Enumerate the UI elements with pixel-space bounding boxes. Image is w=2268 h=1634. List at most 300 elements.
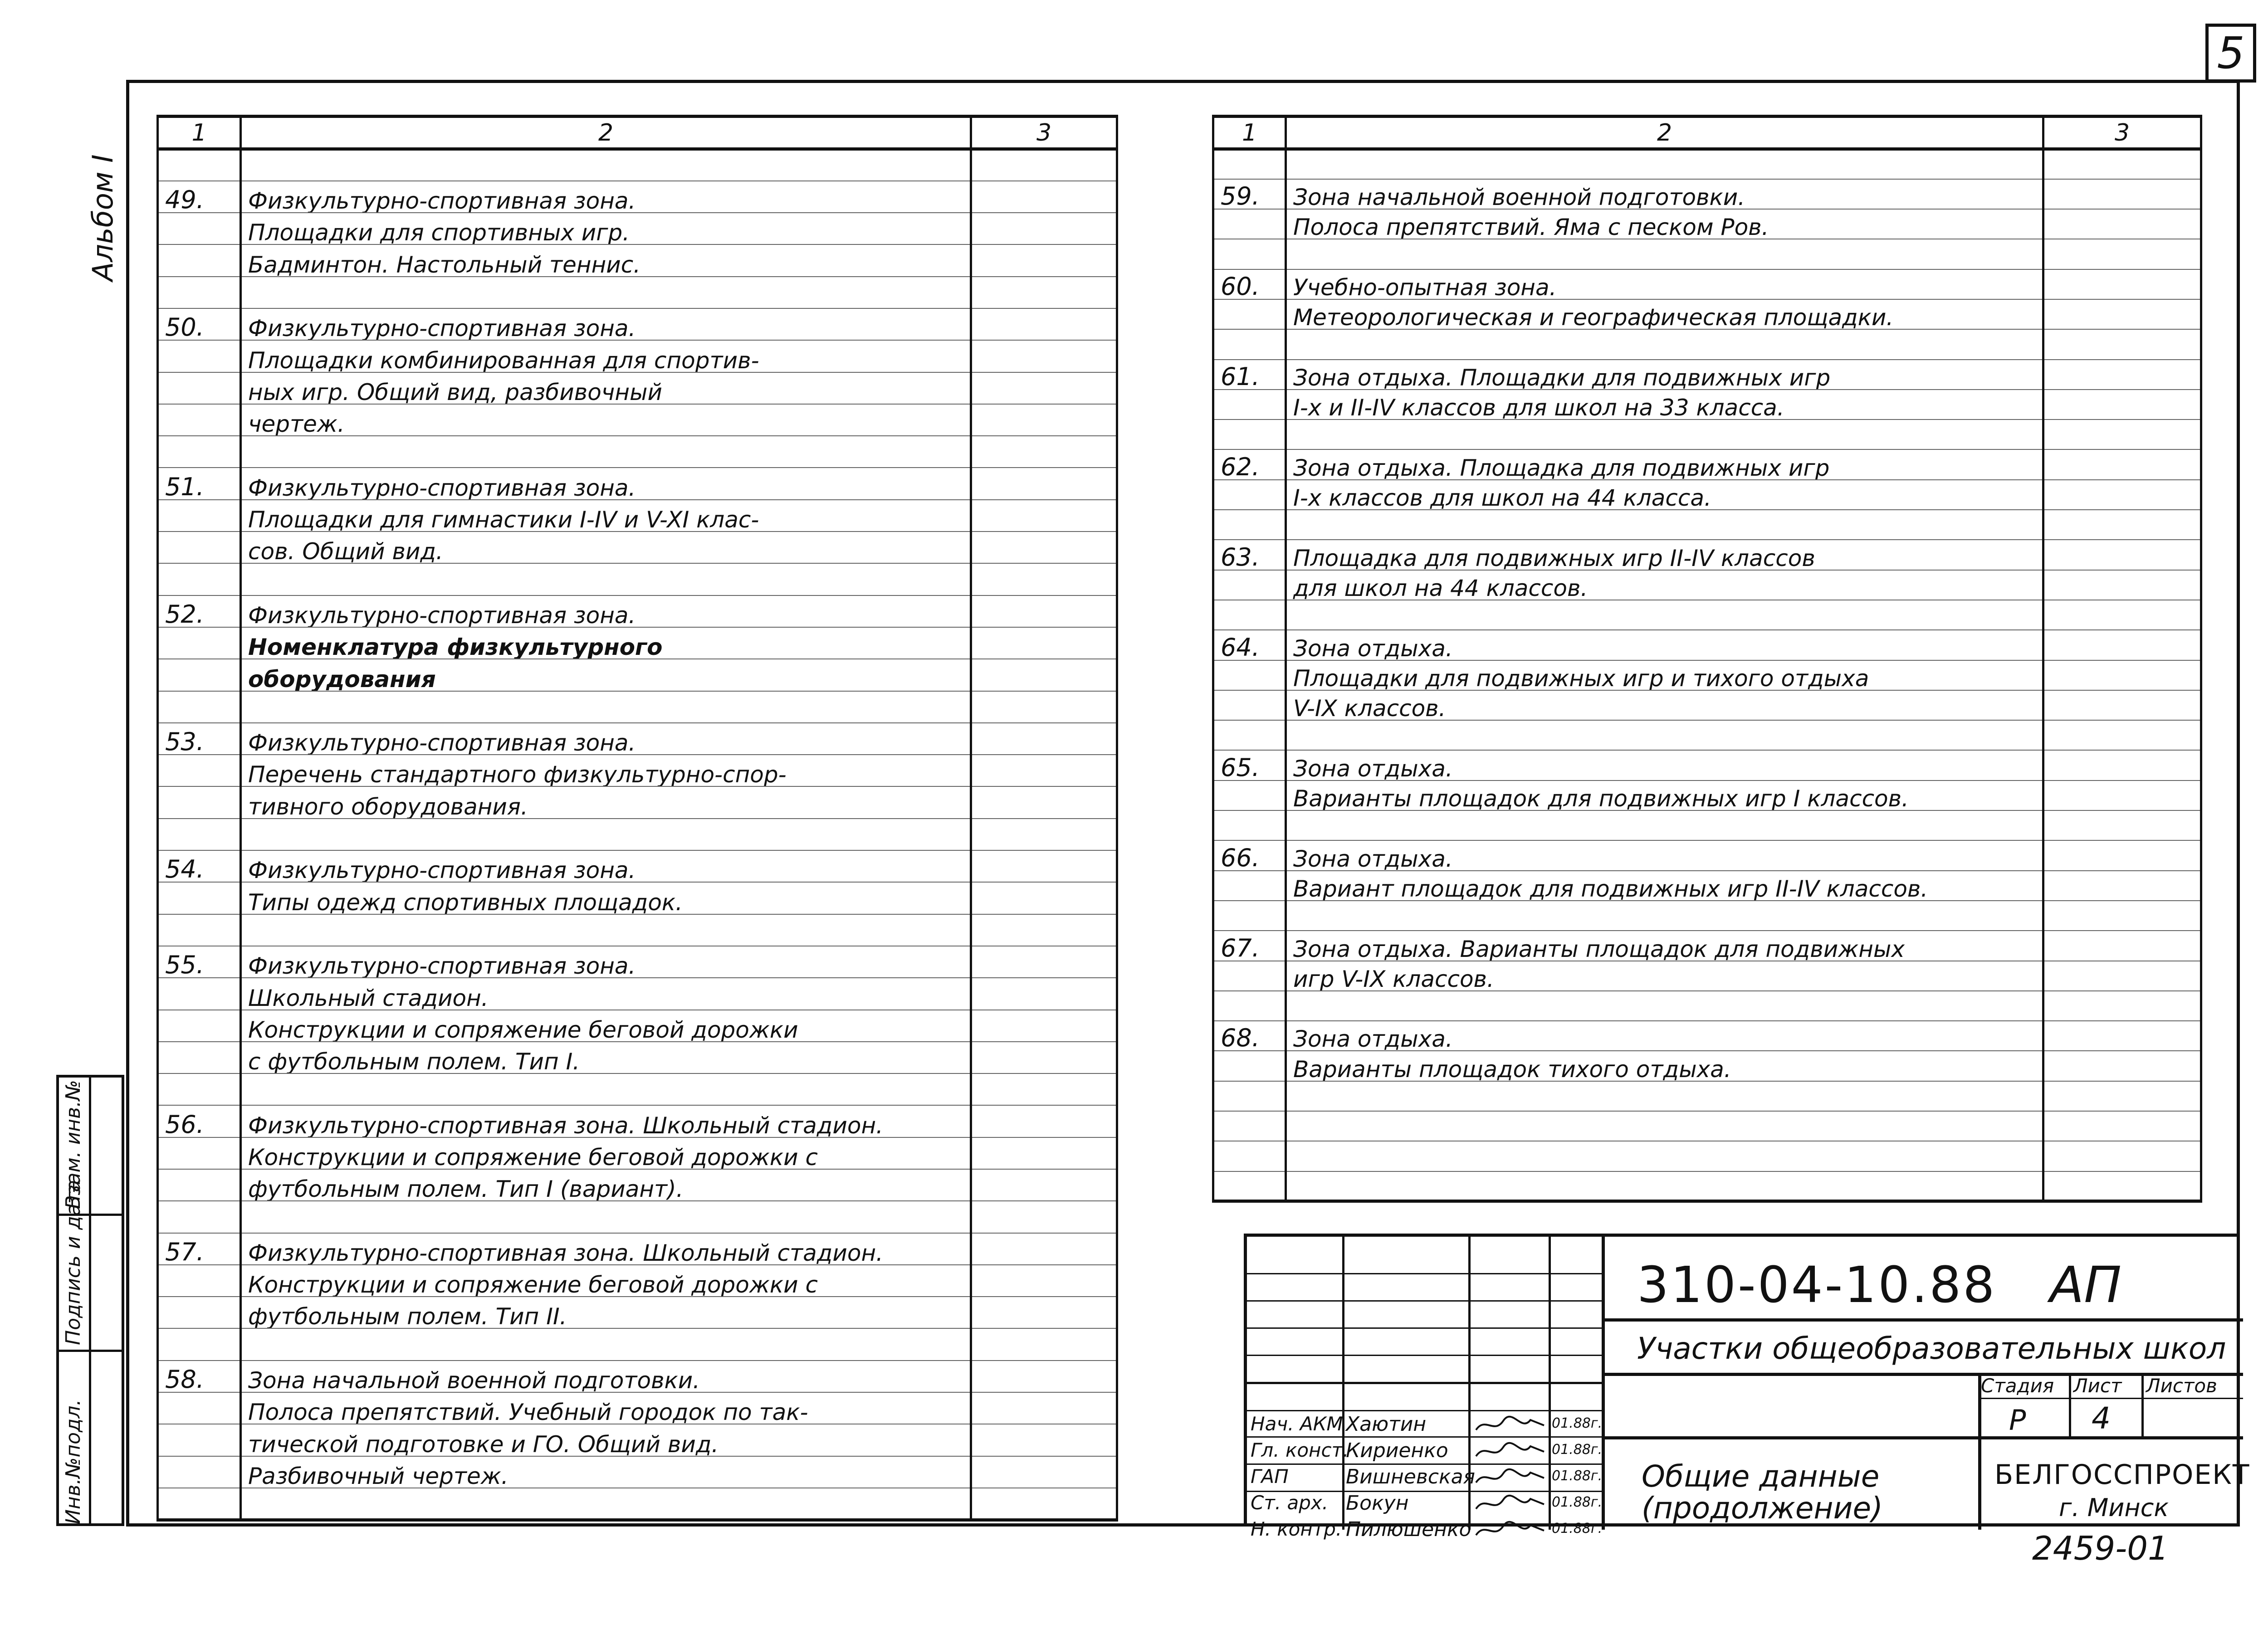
archive-number: 2459-01: [2032, 1529, 2169, 1567]
item-title: Физкультурно-спортивная зона.: [241, 468, 971, 499]
list-row: [158, 595, 1117, 627]
signature-date: 01.88г.: [1552, 1521, 1603, 1536]
item-number: [1213, 299, 1286, 329]
item-note: [2043, 269, 2201, 299]
side-strip: [56, 1075, 124, 1526]
item-title: [241, 691, 971, 723]
item-note: [2043, 449, 2201, 479]
list-row: [158, 1456, 1117, 1488]
item-number: [158, 1010, 241, 1042]
item-number: 49.: [158, 181, 241, 213]
item-title: [241, 436, 971, 468]
item-note: [971, 213, 1117, 244]
list-row: [1213, 480, 2201, 510]
org-name: БЕЛГОССПРОЕКТ: [1994, 1459, 2250, 1491]
item-title: Площадка для подвижных игр II-IV классов: [1286, 540, 2043, 570]
handwritten-signature: [1471, 1412, 1549, 1436]
list-row: [158, 372, 1117, 404]
list-row: [1213, 269, 2201, 299]
list-row: [1213, 149, 2201, 179]
item-number: [158, 1456, 241, 1488]
stage-label: Стадия: [1981, 1375, 2054, 1397]
item-note: [2043, 1171, 2201, 1201]
item-note: [971, 436, 1117, 468]
item-title: Зона отдыха. Варианты площадок для подвижных: [1286, 931, 2043, 961]
item-note: [2043, 901, 2201, 931]
item-number: [1213, 1081, 1286, 1111]
item-number: 55.: [158, 946, 241, 978]
item-note: [2043, 570, 2201, 600]
item-number: [158, 372, 241, 404]
doc-code: 310-04-10.88: [1637, 1256, 1997, 1314]
item-title: Физкультурно-спортивная зона.: [241, 595, 971, 627]
item-title: [1286, 1171, 2043, 1201]
item-title: Площадки для гимнастики I-IV и V-XI клас-: [241, 500, 971, 532]
item-number: [158, 659, 241, 691]
item-note: [971, 1297, 1117, 1328]
list-row: [1213, 660, 2201, 690]
header-col-2: 2: [1286, 117, 2043, 149]
item-number: [1213, 209, 1286, 239]
item-title: [1286, 1141, 2043, 1171]
item-number: [158, 627, 241, 659]
item-number: [158, 244, 241, 276]
list-row: [158, 1424, 1117, 1456]
item-number: [158, 1265, 241, 1297]
list-row: [1213, 1171, 2201, 1201]
item-number: 63.: [1213, 540, 1286, 570]
item-title: чертеж.: [241, 404, 971, 436]
item-number: [1213, 239, 1286, 269]
side-label-replace: Взам. инв.№: [62, 1080, 85, 1209]
list-row: [158, 340, 1117, 372]
item-number: [1213, 390, 1286, 419]
item-number: [158, 532, 241, 563]
item-note: [971, 882, 1117, 914]
header-col-1: 1: [1213, 117, 1286, 149]
item-number: [1213, 961, 1286, 991]
item-number: [1213, 1111, 1286, 1141]
item-note: [2043, 810, 2201, 840]
item-note: [971, 819, 1117, 850]
item-title: Площадки комбинированная для спортив-: [241, 340, 971, 372]
title-block: [1244, 1234, 2250, 1541]
header-col-2: 2: [241, 117, 971, 149]
item-note: [2043, 1111, 2201, 1141]
stage-value: Р: [2009, 1404, 2026, 1437]
list-row: [1213, 810, 2201, 840]
item-number: [158, 1201, 241, 1233]
item-title: [1286, 810, 2043, 840]
list-row: [158, 850, 1117, 882]
item-note: [2043, 179, 2201, 209]
list-row: [158, 468, 1117, 499]
item-note: [2043, 840, 2201, 870]
sheet-number-box: [2205, 24, 2256, 83]
item-title: V-IX классов.: [1286, 690, 2043, 720]
signature-date: 01.88г.: [1552, 1468, 1603, 1484]
item-note: [2043, 991, 2201, 1021]
item-note: [2043, 239, 2201, 269]
item-note: [971, 1233, 1117, 1265]
item-note: [971, 1361, 1117, 1392]
item-title: [1286, 419, 2043, 449]
item-number: 58.: [158, 1361, 241, 1392]
item-title: [1286, 600, 2043, 630]
item-note: [971, 404, 1117, 436]
item-number: 65.: [1213, 750, 1286, 780]
list-row: [1213, 239, 2201, 269]
item-title: для школ на 44 классов.: [1286, 570, 2043, 600]
list-row: [158, 755, 1117, 786]
item-number: [158, 563, 241, 595]
item-note: [2043, 209, 2201, 239]
handwritten-signature: [1471, 1464, 1549, 1489]
item-number: [1213, 329, 1286, 359]
item-note: [2043, 419, 2201, 449]
item-note: [971, 563, 1117, 595]
item-number: [158, 786, 241, 818]
item-note: [2043, 780, 2201, 810]
item-title: Физкультурно-спортивная зона. Школьный стадион.: [241, 1233, 971, 1265]
item-note: [2043, 690, 2201, 720]
signature-role: Гл. конст.: [1251, 1439, 1349, 1461]
item-number: [1213, 810, 1286, 840]
signature-date: 01.88г.: [1552, 1494, 1603, 1510]
list-row: [158, 1392, 1117, 1424]
item-number: [158, 914, 241, 946]
list-row: [158, 914, 1117, 946]
item-note: [971, 659, 1117, 691]
item-number: 66.: [1213, 840, 1286, 870]
item-title: Физкультурно-спортивная зона. Школьный стадион.: [241, 1105, 971, 1137]
item-title: Физкультурно-спортивная зона.: [241, 181, 971, 213]
list-row: [1213, 570, 2201, 600]
item-title: Площадки для подвижных игр и тихого отдыха: [1286, 660, 2043, 690]
signature-date: 01.88г.: [1552, 1442, 1603, 1458]
item-note: [2043, 149, 2201, 179]
item-title: [241, 563, 971, 595]
header-col-3: 3: [971, 117, 1117, 149]
item-note: [2043, 871, 2201, 901]
item-title: I-х и II-IV классов для школ на 33 класса.: [1286, 390, 2043, 419]
item-title: тической подготовке и ГО. Общий вид.: [241, 1424, 971, 1456]
signature-role: Нач. АКМ: [1251, 1413, 1343, 1435]
item-note: [2043, 660, 2201, 690]
signature-name: Кириенко: [1346, 1439, 1448, 1462]
item-note: [2043, 480, 2201, 510]
item-title: [1286, 901, 2043, 931]
item-title: Бадминтон. Настольный теннис.: [241, 244, 971, 276]
item-title: [241, 149, 971, 181]
item-note: [971, 1456, 1117, 1488]
item-note: [2043, 390, 2201, 419]
item-number: [158, 1328, 241, 1360]
item-note: [2043, 720, 2201, 750]
list-row: [158, 1361, 1117, 1392]
item-note: [2043, 329, 2201, 359]
list-row: [158, 1488, 1117, 1520]
item-title: Зона отдыха. Площадка для подвижных игр: [1286, 449, 2043, 479]
item-number: [1213, 780, 1286, 810]
item-number: [1213, 480, 1286, 510]
item-title: Номенклатура физкультурного: [241, 627, 971, 659]
item-number: [1213, 1141, 1286, 1171]
side-label-signature: Подпись и дата: [62, 1180, 85, 1345]
list-row: [158, 946, 1117, 978]
sheet-title-line2: (продолжение): [1642, 1491, 1883, 1526]
handwritten-signature: [1471, 1491, 1549, 1515]
item-number: 60.: [1213, 269, 1286, 299]
list-row: [158, 277, 1117, 308]
item-note: [2043, 540, 2201, 570]
item-note: [971, 978, 1117, 1010]
list-row: [158, 213, 1117, 244]
list-row: [158, 308, 1117, 340]
item-note: [2043, 600, 2201, 630]
list-row: [1213, 961, 2201, 991]
item-note: [2043, 299, 2201, 329]
item-number: [158, 1169, 241, 1201]
item-number: [1213, 600, 1286, 630]
item-title: Конструкции и сопряжение беговой дорожки с: [241, 1137, 971, 1169]
item-note: [2043, 1051, 2201, 1081]
item-note: [971, 946, 1117, 978]
sheet-title-line1: Общие данные: [1642, 1459, 1880, 1494]
item-number: 54.: [158, 850, 241, 882]
left-list-table: [156, 115, 1118, 1522]
list-row: [1213, 419, 2201, 449]
item-title: [241, 277, 971, 308]
item-note: [2043, 1141, 2201, 1171]
list-row: [1213, 780, 2201, 810]
signature-name: Хаютин: [1346, 1413, 1427, 1436]
list-row: [158, 1233, 1117, 1265]
item-number: 59.: [1213, 179, 1286, 209]
item-number: 52.: [158, 595, 241, 627]
list-row: [158, 1201, 1117, 1233]
item-title: Конструкции и сопряжение беговой дорожки с: [241, 1265, 971, 1297]
header-col-3: 3: [2043, 117, 2201, 149]
item-number: [1213, 991, 1286, 1021]
item-number: 51.: [158, 468, 241, 499]
item-note: [2043, 750, 2201, 780]
item-title: Учебно-опытная зона.: [1286, 269, 2043, 299]
item-number: [158, 404, 241, 436]
list-row: [158, 1169, 1117, 1201]
list-row: [1213, 600, 2201, 630]
list-row: [1213, 1051, 2201, 1081]
item-number: [158, 277, 241, 308]
item-title: ных игр. Общий вид, разбивочный: [241, 372, 971, 404]
list-row: [158, 723, 1117, 755]
list-row: [1213, 750, 2201, 780]
item-title: Полоса препятствий. Учебный городок по так-: [241, 1392, 971, 1424]
list-row: [158, 1328, 1117, 1360]
list-row: [158, 1010, 1117, 1042]
list-row: [158, 786, 1117, 818]
list-row: [158, 244, 1117, 276]
list-row: [1213, 840, 2201, 870]
signature-name: Пилюшенко: [1346, 1518, 1471, 1541]
item-number: [1213, 570, 1286, 600]
list-row: [158, 563, 1117, 595]
item-title: Разбивочный чертеж.: [241, 1456, 971, 1488]
list-row: [1213, 630, 2201, 660]
list-row: [158, 1042, 1117, 1073]
item-note: [971, 1042, 1117, 1073]
item-title: Вариант площадок для подвижных игр II-IV классов.: [1286, 871, 2043, 901]
item-number: 68.: [1213, 1021, 1286, 1051]
item-note: [971, 850, 1117, 882]
item-note: [971, 691, 1117, 723]
signature-role: Н. контр.: [1251, 1518, 1342, 1540]
item-note: [971, 532, 1117, 563]
list-row: [1213, 1111, 2201, 1141]
signature-role: ГАП: [1251, 1465, 1289, 1488]
list-row: [158, 1137, 1117, 1169]
list-row: [158, 691, 1117, 723]
item-number: [158, 755, 241, 786]
item-note: [2043, 1021, 2201, 1051]
list-row: [158, 149, 1117, 181]
item-number: [158, 1073, 241, 1105]
item-title: Полоса препятствий. Яма с песком Ров.: [1286, 209, 2043, 239]
item-number: [1213, 1051, 1286, 1081]
sheets-label: Листов: [2146, 1375, 2217, 1397]
item-title: оборудования: [241, 659, 971, 691]
list-row: [158, 1265, 1117, 1297]
org-city: г. Минск: [2059, 1493, 2169, 1522]
list-row: [1213, 1021, 2201, 1051]
item-title: тивного оборудования.: [241, 786, 971, 818]
item-note: [971, 786, 1117, 818]
item-title: I-х классов для школ на 44 класса.: [1286, 480, 2043, 510]
item-number: [1213, 660, 1286, 690]
list-row: [158, 819, 1117, 850]
item-title: Площадки для спортивных игр.: [241, 213, 971, 244]
item-number: 50.: [158, 308, 241, 340]
item-title: Метеорологическая и географическая площадки.: [1286, 299, 2043, 329]
item-title: [241, 819, 971, 850]
item-title: [1286, 329, 2043, 359]
item-note: [2043, 360, 2201, 390]
list-row: [1213, 690, 2201, 720]
item-note: [971, 181, 1117, 213]
list-row: [1213, 209, 2201, 239]
item-title: [1286, 239, 2043, 269]
item-title: Зона отдыха.: [1286, 750, 2043, 780]
item-note: [2043, 630, 2201, 660]
item-note: [971, 723, 1117, 755]
item-title: Зона отдыха.: [1286, 630, 2043, 660]
list-row: [158, 1073, 1117, 1105]
item-note: [971, 1265, 1117, 1297]
list-row: [158, 1297, 1117, 1328]
item-note: [971, 308, 1117, 340]
item-note: [971, 149, 1117, 181]
item-title: Зона отдыха.: [1286, 840, 2043, 870]
item-title: Варианты площадок для подвижных игр I классов.: [1286, 780, 2043, 810]
item-title: Конструкции и сопряжение беговой дорожки: [241, 1010, 971, 1042]
right-list-table: [1212, 115, 2202, 1203]
list-row: [1213, 329, 2201, 359]
item-note: [971, 1073, 1117, 1105]
item-note: [971, 1488, 1117, 1520]
item-title: [1286, 720, 2043, 750]
list-row: [158, 500, 1117, 532]
item-note: [971, 595, 1117, 627]
item-number: [158, 1488, 241, 1520]
item-note: [971, 244, 1117, 276]
doc-mark: АП: [2050, 1256, 2121, 1314]
item-note: [971, 1137, 1117, 1169]
item-note: [971, 340, 1117, 372]
item-number: 57.: [158, 1233, 241, 1265]
item-number: [158, 691, 241, 723]
item-number: [158, 436, 241, 468]
list-row: [1213, 991, 2201, 1021]
list-row: [1213, 390, 2201, 419]
item-number: [1213, 149, 1286, 179]
item-title: футбольным полем. Тип II.: [241, 1297, 971, 1328]
item-note: [971, 277, 1117, 308]
item-number: 61.: [1213, 360, 1286, 390]
item-number: [1213, 510, 1286, 540]
list-row: [1213, 299, 2201, 329]
item-title: [1286, 991, 2043, 1021]
list-row: [1213, 931, 2201, 961]
item-title: футбольным полем. Тип I (вариант).: [241, 1169, 971, 1201]
list-row: [158, 882, 1117, 914]
item-title: с футбольным полем. Тип I.: [241, 1042, 971, 1073]
list-row: [158, 1105, 1117, 1137]
item-number: [158, 978, 241, 1010]
item-title: Физкультурно-спортивная зона.: [241, 946, 971, 978]
item-note: [971, 914, 1117, 946]
header-col-1: 1: [158, 117, 241, 149]
signature-name: Бокун: [1346, 1492, 1409, 1515]
item-number: [1213, 419, 1286, 449]
item-title: Зона начальной военной подготовки.: [1286, 179, 2043, 209]
item-number: [158, 1297, 241, 1328]
handwritten-signature: [1471, 1517, 1549, 1541]
sheet-label: Лист: [2073, 1375, 2122, 1397]
item-number: [1213, 901, 1286, 931]
item-number: [158, 1137, 241, 1169]
item-title: [241, 1201, 971, 1233]
item-note: [971, 468, 1117, 499]
item-title: [241, 1488, 971, 1520]
handwritten-signature: [1471, 1438, 1549, 1463]
item-number: [158, 1042, 241, 1073]
list-row: [158, 532, 1117, 563]
item-note: [971, 372, 1117, 404]
item-title: Варианты площадок тихого отдыха.: [1286, 1051, 2043, 1081]
item-note: [2043, 510, 2201, 540]
list-row: [1213, 901, 2201, 931]
item-title: [1286, 510, 2043, 540]
side-label-inv: Инв.№подл.: [62, 1399, 85, 1524]
item-number: 56.: [158, 1105, 241, 1137]
item-note: [971, 755, 1117, 786]
item-note: [2043, 931, 2201, 961]
item-note: [971, 1328, 1117, 1360]
list-row: [1213, 179, 2201, 209]
signature-name: Вишневская: [1346, 1465, 1476, 1488]
album-label: Альбом I: [86, 154, 119, 281]
signature-date: 01.88г.: [1552, 1415, 1603, 1431]
